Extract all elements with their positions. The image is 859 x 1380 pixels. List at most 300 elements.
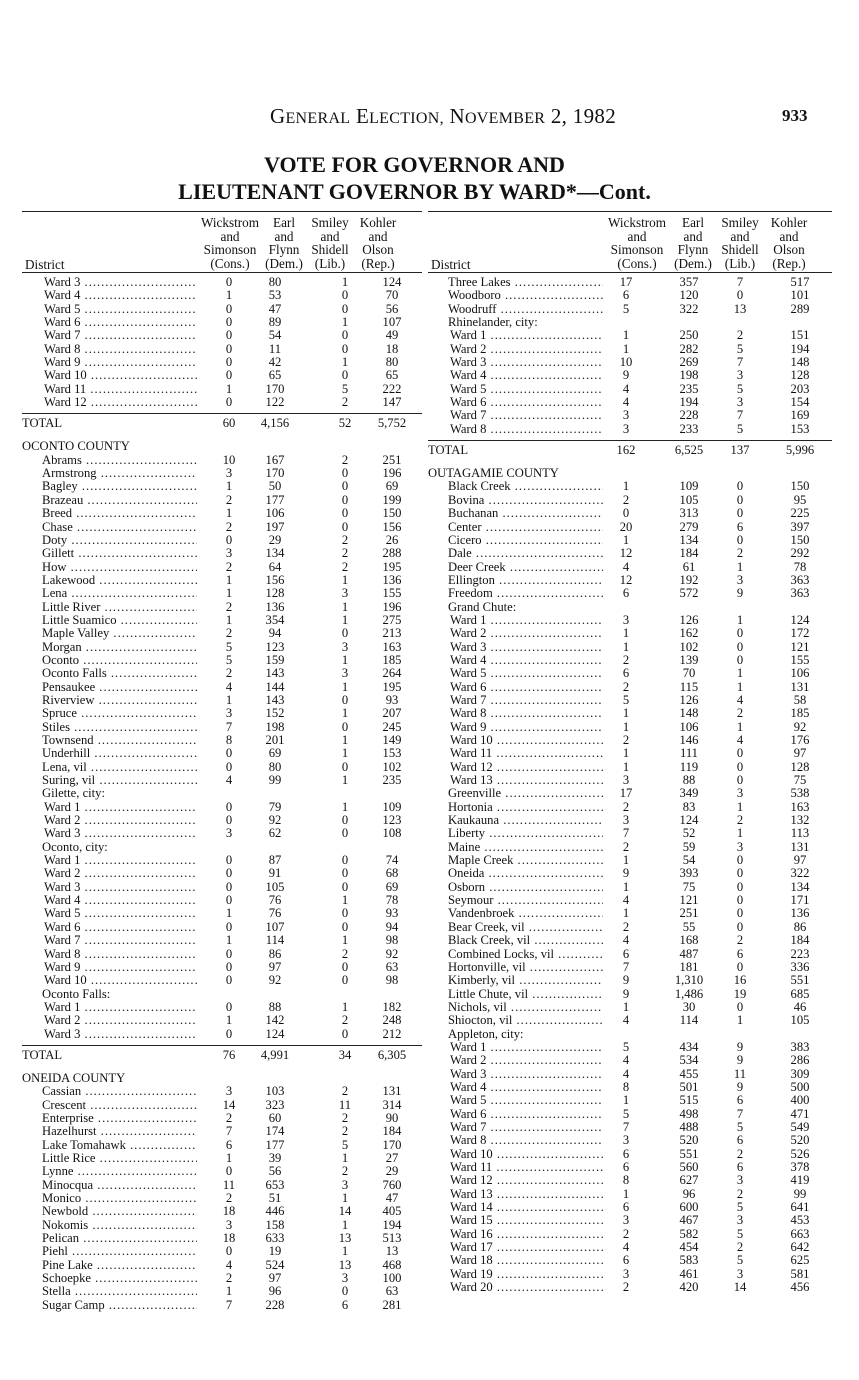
lib-votes: 1 <box>341 599 349 614</box>
district-name: Bear Creek, vil ..... <box>428 921 603 934</box>
cons-votes: 3 <box>622 408 630 423</box>
rep-votes: 184 <box>382 1124 402 1139</box>
lib-votes: 11 <box>733 1066 747 1081</box>
cons-votes: 3 <box>225 706 233 721</box>
cons-votes: 0 <box>225 759 233 774</box>
lib-votes: 0 <box>341 759 349 774</box>
district-name: Ward 3 ..... <box>428 1068 603 1081</box>
rep-votes: 264 <box>382 666 402 681</box>
table-row <box>428 521 832 534</box>
cons-votes: 0 <box>225 301 233 316</box>
table-row <box>22 396 422 409</box>
district-name: Nichols, vil ..... <box>428 1001 603 1014</box>
table-row <box>22 480 422 493</box>
dem-votes: 162 <box>679 626 699 641</box>
lib-votes: 0 <box>341 479 349 494</box>
lib-votes: 0 <box>341 519 349 534</box>
dem-votes: 19 <box>268 1244 282 1259</box>
district-name: Little Rice ..... <box>22 1152 197 1165</box>
rep-votes: 642 <box>790 1240 810 1255</box>
table-row <box>22 961 422 974</box>
cons-votes: 4 <box>225 773 233 788</box>
rep-votes: 134 <box>790 879 810 894</box>
lib-votes: 9 <box>736 1039 744 1054</box>
table-row <box>428 801 832 814</box>
cons-votes: 6 <box>622 586 630 601</box>
dem-votes: 4,991 <box>260 1047 290 1062</box>
rep-votes: 90 <box>385 1110 399 1125</box>
cons-votes: 3 <box>225 1217 233 1232</box>
district-name: Ward 2 ..... <box>428 343 603 356</box>
dem-votes: 143 <box>265 666 285 681</box>
cons-votes: 1 <box>225 288 233 303</box>
dem-votes: 51 <box>268 1191 282 1205</box>
dem-votes: 62 <box>268 826 282 841</box>
district-name: Ward 6 ..... <box>428 396 603 409</box>
table-row <box>428 547 832 560</box>
cons-votes: 76 <box>222 1047 236 1062</box>
district-name: Appleton, city: <box>448 1026 524 1041</box>
cons-votes: 3 <box>622 813 630 828</box>
dem-votes: 313 <box>679 506 699 521</box>
cons-votes: 162 <box>616 443 636 458</box>
cons-votes: 9 <box>622 973 630 988</box>
rep-votes: 397 <box>790 519 810 534</box>
rep-votes: 124 <box>382 275 402 289</box>
cons-votes: 1 <box>225 906 233 921</box>
table-row <box>428 480 832 493</box>
dem-votes: 42 <box>268 355 282 370</box>
rep-votes: 194 <box>790 341 810 356</box>
district-name: Lake Tomahawk ..... <box>22 1139 197 1152</box>
table-row <box>428 1228 832 1241</box>
lib-votes: 3 <box>341 1271 349 1286</box>
cons-votes: 7 <box>225 1297 233 1312</box>
district-name: Chase ..... <box>22 521 197 534</box>
district-name: Ward 5 ..... <box>428 1094 603 1107</box>
district-name: Oconto Falls ..... <box>22 667 197 680</box>
table-row <box>428 1001 832 1014</box>
district-name: Black Creek, vil ..... <box>428 934 603 947</box>
lib-votes: 0 <box>736 759 744 774</box>
lib-votes: 0 <box>736 853 744 868</box>
district-name: Ellington ..... <box>428 574 603 587</box>
district-name: Freedom ..... <box>428 587 603 600</box>
cons-votes: 2 <box>225 1271 233 1286</box>
district-name: Ward 17 ..... <box>428 1241 603 1254</box>
lib-votes: 2 <box>736 813 744 828</box>
dem-votes: 134 <box>265 546 285 561</box>
cons-votes: 20 <box>619 519 633 534</box>
table-row <box>22 601 422 614</box>
rep-votes: 108 <box>382 826 402 841</box>
dem-votes: 354 <box>265 612 285 627</box>
cons-votes: 0 <box>225 973 233 988</box>
dem-votes: 105 <box>679 492 699 507</box>
dem-votes: 124 <box>679 813 699 828</box>
district-name: Center ..... <box>428 521 603 534</box>
table-row <box>22 369 422 382</box>
dem-votes: 6,525 <box>674 443 704 458</box>
table-row <box>428 1014 832 1027</box>
district-name: Ward 4 ..... <box>428 654 603 667</box>
lib-votes: 3 <box>736 395 744 410</box>
county-heading <box>22 440 422 453</box>
lib-votes: 13 <box>733 301 747 316</box>
dem-votes: 96 <box>268 1284 282 1299</box>
page-title-line-1: VOTE FOR GOVERNOR AND <box>264 152 565 177</box>
header-line: (Rep.) <box>772 255 806 271</box>
district-name: Ward 8 ..... <box>428 423 603 436</box>
cons-votes: 3 <box>622 612 630 627</box>
rep-votes: 49 <box>385 328 399 343</box>
rep-votes: 363 <box>790 572 810 587</box>
district-name: Gilette, city: <box>42 786 105 801</box>
dem-votes: 194 <box>679 395 699 410</box>
dem-votes: 434 <box>679 1039 699 1054</box>
district-name: Ward 6 ..... <box>22 921 197 934</box>
district-name: Gillett ..... <box>22 547 197 560</box>
header-line: (Lib.) <box>314 255 346 271</box>
rep-votes: 155 <box>790 652 810 667</box>
dem-votes: 126 <box>679 692 699 707</box>
district-name: Black Creek ..... <box>428 480 603 493</box>
district-name: Maine ..... <box>428 841 603 854</box>
cons-votes: 2 <box>225 666 233 681</box>
cons-votes: 10 <box>619 355 633 370</box>
rep-votes: 456 <box>790 1280 810 1295</box>
lib-votes: 0 <box>736 906 744 921</box>
lib-votes: 0 <box>736 746 744 761</box>
district-name: Greenville ..... <box>428 787 603 800</box>
table-row <box>428 787 832 800</box>
dem-votes: 29 <box>268 532 282 547</box>
county-heading <box>428 467 832 480</box>
header-earl-flynn <box>262 216 306 270</box>
header-smiley-shidell <box>308 216 352 270</box>
rep-votes: 63 <box>385 959 399 974</box>
lib-votes: 0 <box>736 532 744 547</box>
dem-votes: 251 <box>679 906 699 921</box>
district-name: Buchanan ..... <box>428 507 603 520</box>
lib-votes: 1 <box>341 1217 349 1232</box>
rep-votes: 150 <box>790 479 810 494</box>
rep-votes: 155 <box>382 586 402 601</box>
dem-votes: 653 <box>265 1177 285 1192</box>
rep-votes: 46 <box>793 999 807 1014</box>
dem-votes: 80 <box>268 759 282 774</box>
district-name: Ward 5 ..... <box>22 303 197 316</box>
cons-votes: 6 <box>622 1253 630 1268</box>
district-name: Ward 9 ..... <box>428 721 603 734</box>
rep-votes: 75 <box>793 773 807 788</box>
header-smiley-shidell <box>718 216 762 270</box>
district-name: Enterprise ..... <box>22 1112 197 1125</box>
rep-votes: 500 <box>790 1079 810 1094</box>
table-row <box>22 1232 422 1245</box>
lib-votes: 1 <box>736 666 744 681</box>
cons-votes: 5 <box>622 692 630 707</box>
dem-votes: 64 <box>268 559 282 574</box>
lib-votes: 0 <box>736 959 744 974</box>
table-row <box>22 303 422 316</box>
header-earl-flynn <box>671 216 715 270</box>
lib-votes: 2 <box>341 1110 349 1125</box>
dem-votes: 119 <box>679 759 699 774</box>
cons-votes: 1 <box>622 853 630 868</box>
dem-votes: 75 <box>682 879 696 894</box>
dem-votes: 520 <box>679 1133 699 1148</box>
lib-votes: 6 <box>736 1133 744 1148</box>
header-line: and <box>627 228 647 244</box>
cons-votes: 12 <box>619 572 633 587</box>
district-name: Oneida ..... <box>428 867 603 880</box>
table-row <box>428 814 832 827</box>
table-header <box>22 212 422 272</box>
rep-votes: 150 <box>382 506 402 521</box>
rep-votes: 203 <box>790 381 810 396</box>
district-name: Maple Valley ..... <box>22 627 197 640</box>
rep-votes: 80 <box>385 355 399 370</box>
rep-votes: 131 <box>790 839 810 854</box>
district-name: Ward 8 ..... <box>428 1134 603 1147</box>
rep-votes: 184 <box>790 933 810 948</box>
table-row <box>22 1152 422 1165</box>
dem-votes: 159 <box>265 652 285 667</box>
dem-votes: 87 <box>268 853 282 868</box>
district-name: Ward 7 ..... <box>428 1121 603 1134</box>
lib-votes: 4 <box>736 692 744 707</box>
rep-votes: 18 <box>385 341 399 356</box>
table-header <box>428 212 832 272</box>
district-name: Ward 10 ..... <box>22 369 197 382</box>
cons-votes: 4 <box>622 395 630 410</box>
cons-votes: 4 <box>622 381 630 396</box>
total-row <box>22 1049 422 1069</box>
table-row <box>22 814 422 827</box>
table-row <box>22 761 422 774</box>
lib-votes: 2 <box>341 1124 349 1139</box>
district-name: Ward 4 ..... <box>428 1081 603 1094</box>
dem-votes: 420 <box>679 1280 699 1295</box>
table-row <box>22 934 422 947</box>
rep-votes: 150 <box>790 532 810 547</box>
rep-votes: 223 <box>790 946 810 961</box>
district-name: Ward 7 ..... <box>22 934 197 947</box>
cons-votes: 3 <box>225 466 233 481</box>
cons-votes: 12 <box>619 546 633 561</box>
table-row <box>22 1285 422 1298</box>
dem-votes: 198 <box>265 719 285 734</box>
dem-votes: 156 <box>265 572 285 587</box>
lib-votes: 0 <box>341 301 349 316</box>
district-name: Ward 11 ..... <box>428 1161 603 1174</box>
rep-votes: 248 <box>382 1013 402 1028</box>
lib-votes: 0 <box>341 813 349 828</box>
dem-votes: 498 <box>679 1106 699 1121</box>
lib-votes: 9 <box>736 586 744 601</box>
cons-votes: 9 <box>622 866 630 881</box>
rep-votes: 153 <box>382 746 402 761</box>
dem-votes: 170 <box>265 381 285 396</box>
district-name: Ward 18 ..... <box>428 1254 603 1267</box>
dem-votes: 96 <box>682 1186 696 1201</box>
cons-votes: 1 <box>225 1013 233 1028</box>
cons-votes: 2 <box>622 919 630 934</box>
dem-votes: 88 <box>682 773 696 788</box>
cons-votes: 0 <box>225 532 233 547</box>
district-name: Rhinelander, city: <box>448 315 538 330</box>
header-line: Kohler <box>770 215 808 230</box>
table-row <box>428 948 832 961</box>
dem-votes: 174 <box>265 1124 285 1139</box>
dem-votes: 146 <box>679 733 699 747</box>
city-subheading <box>22 988 422 1001</box>
table-row <box>428 667 832 680</box>
table-row <box>22 1099 422 1112</box>
rep-votes: 128 <box>790 368 810 383</box>
table-row <box>22 774 422 787</box>
table-row <box>22 907 422 920</box>
rep-votes: 65 <box>385 368 399 383</box>
table-row <box>428 974 832 987</box>
dem-votes: 70 <box>682 666 696 681</box>
district-name: Ward 6 ..... <box>428 681 603 694</box>
rep-votes: 163 <box>382 639 402 654</box>
dem-votes: 88 <box>268 999 282 1014</box>
cons-votes: 3 <box>225 546 233 561</box>
table-row <box>22 921 422 934</box>
table-row <box>428 507 832 520</box>
district-name: Ward 3 ..... <box>428 356 603 369</box>
rep-votes: 625 <box>790 1253 810 1268</box>
dem-votes: 136 <box>265 599 285 614</box>
dem-votes: 455 <box>679 1066 699 1081</box>
dem-votes: 61 <box>682 559 696 574</box>
district-name: Townsend ..... <box>22 734 197 747</box>
cons-votes: 7 <box>622 959 630 974</box>
running-head-capital: 2 <box>550 104 562 128</box>
header-line: Smiley <box>311 215 349 230</box>
running-head-smallcaps: ENERAL <box>285 110 351 127</box>
dem-votes: 192 <box>679 572 699 587</box>
rep-votes: 102 <box>382 759 402 774</box>
header-wickstrom-simonson <box>604 216 670 270</box>
dem-votes: 76 <box>268 893 282 908</box>
lib-votes: 2 <box>736 933 744 948</box>
running-head-smallcaps: , <box>561 104 568 128</box>
rep-votes: 222 <box>382 381 402 396</box>
district-name: Ward 19 ..... <box>428 1268 603 1281</box>
table-row <box>22 974 422 987</box>
cons-votes: 0 <box>225 1244 233 1259</box>
header-district: District <box>25 256 65 272</box>
cons-votes: 0 <box>225 355 233 370</box>
dem-votes: 228 <box>265 1297 285 1312</box>
lib-votes: 5 <box>736 1226 744 1241</box>
dem-votes: 55 <box>682 919 696 934</box>
cons-votes: 3 <box>622 773 630 788</box>
district-name: Ward 4 ..... <box>22 289 197 302</box>
lib-votes: 0 <box>341 368 349 383</box>
district-name: Woodboro ..... <box>428 289 603 302</box>
cons-votes: 2 <box>622 733 630 747</box>
district-name: Suring, vil ..... <box>22 774 197 787</box>
cons-votes: 5 <box>622 1106 630 1121</box>
rep-votes: 309 <box>790 1066 810 1081</box>
cons-votes: 1 <box>225 572 233 587</box>
cons-votes: 3 <box>225 826 233 841</box>
rep-votes: 336 <box>790 959 810 974</box>
table-row <box>428 1148 832 1161</box>
cons-votes: 5 <box>622 1039 630 1054</box>
lib-votes: 5 <box>736 341 744 356</box>
lib-votes: 0 <box>341 506 349 521</box>
district-name: Ward 5 ..... <box>428 667 603 680</box>
table-row <box>428 494 832 507</box>
header-line: (Cons.) <box>210 255 250 271</box>
cons-votes: 0 <box>225 866 233 881</box>
dem-votes: 250 <box>679 328 699 343</box>
lib-votes: 1 <box>341 746 349 761</box>
district-name: Ward 7 ..... <box>428 694 603 707</box>
dem-votes: 454 <box>679 1240 699 1255</box>
header-line: (Dem.) <box>674 255 712 271</box>
table-row <box>428 1041 832 1054</box>
total-row <box>22 417 422 437</box>
district-name: Ward 6 ..... <box>428 1108 603 1121</box>
rep-votes: 56 <box>385 301 399 316</box>
lib-votes: 1 <box>341 275 349 289</box>
district-name: Oconto Falls: <box>42 986 111 1001</box>
rep-votes: 113 <box>790 826 810 841</box>
rep-votes: 131 <box>382 1084 402 1099</box>
lib-votes: 0 <box>341 826 349 841</box>
rep-votes: 199 <box>382 492 402 507</box>
table-row <box>428 356 832 369</box>
header-wickstrom-simonson <box>198 216 262 270</box>
table-row <box>428 921 832 934</box>
lib-votes: 9 <box>736 1053 744 1068</box>
lib-votes: 1 <box>736 719 744 734</box>
cons-votes: 7 <box>622 1119 630 1134</box>
lib-votes: 3 <box>341 1177 349 1192</box>
cons-votes: 18 <box>222 1231 236 1246</box>
running-head-capital: N <box>449 104 465 128</box>
table-row <box>428 409 832 422</box>
district-name: Ward 14 ..... <box>428 1201 603 1214</box>
right-column-table <box>428 211 832 1294</box>
district-name: Crescent ..... <box>22 1099 197 1112</box>
lib-votes: 3 <box>341 586 349 601</box>
lib-votes: 1 <box>341 733 349 747</box>
lib-votes: 13 <box>338 1257 352 1272</box>
dem-votes: 99 <box>268 773 282 788</box>
district-name: Ward 16 ..... <box>428 1228 603 1241</box>
total-rule <box>22 413 422 414</box>
dem-votes: 534 <box>679 1053 699 1068</box>
dem-votes: 148 <box>679 706 699 721</box>
rep-votes: 363 <box>790 586 810 601</box>
cons-votes: 11 <box>222 1177 236 1192</box>
cons-votes: 2 <box>622 1280 630 1295</box>
cons-votes: 3 <box>622 421 630 436</box>
page-title <box>0 151 859 205</box>
dem-votes: 4,156 <box>260 416 290 431</box>
cons-votes: 6 <box>622 1160 630 1174</box>
table-row <box>428 1214 832 1227</box>
header-line: Simonson <box>203 242 257 257</box>
